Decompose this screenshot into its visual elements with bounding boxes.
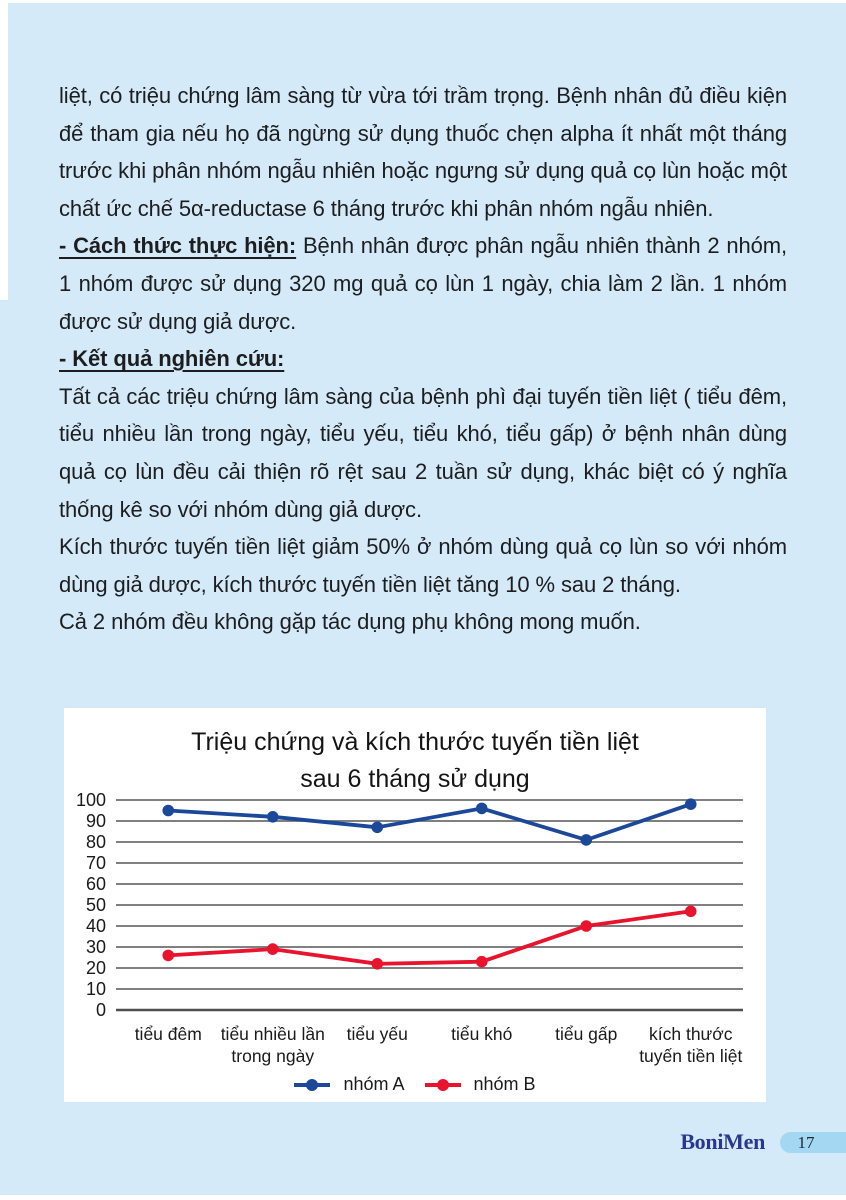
legend-item-nhom-a: [294, 1074, 404, 1095]
legend-marker-nhom-a: [294, 1083, 330, 1087]
data-point-nhóm-A: [371, 822, 383, 834]
scan-edge-top: [0, 0, 846, 3]
x-axis-label: tiểu yếu: [346, 1024, 408, 1044]
brand-logo: BoniMen: [680, 1129, 765, 1154]
y-tick-label: 40: [85, 916, 106, 936]
data-point-nhóm-B: [162, 950, 174, 962]
x-axis-label: kích thước: [649, 1024, 733, 1044]
data-point-nhóm-A: [580, 834, 592, 846]
chart-title-line1: Triệu chứng và kích thước tuyến tiền liệt: [191, 728, 639, 756]
scan-edge-left: [0, 0, 8, 300]
y-tick-label: 0: [95, 1000, 106, 1020]
x-axis-label: tuyến tiền liệt: [639, 1046, 743, 1066]
data-point-nhóm-B: [267, 943, 279, 955]
method-body: Bệnh nhân được phân ngẫu nhiên thành 2 nhóm, 1 nhóm được sử dụng 320 mg quả cọ lùn 1 ngày, chia làm 2 lần. 1 nhóm được sử dụng giả dược.: [59, 233, 787, 334]
y-tick-label: 70: [85, 853, 106, 873]
chart-legend: [64, 1074, 766, 1095]
paragraph-results-1: Tất cả các triệu chứng lâm sàng của bệnh phì đại tuyến tiền liệt ( tiểu đêm, tiểu nhiều lần trong ngày, tiểu yếu, tiểu khó, tiểu gấp) ở bệnh nhân dùng quả cọ lùn đều cải thiện rõ rệt sau 2 tuần sử dụng, khác biệt có ý nghĩa thống kê so với nhóm dùng giả dược.: [59, 383, 787, 522]
x-axis-label: tiểu gấp: [555, 1024, 618, 1044]
chart: [64, 708, 766, 1102]
y-tick-label: 20: [85, 958, 106, 978]
line-plot: [64, 708, 766, 1102]
data-point-nhóm-A: [162, 805, 174, 817]
y-tick-label: 60: [85, 874, 106, 894]
scan-edge-bottom: [0, 1195, 846, 1200]
x-axis-label: tiểu đêm: [134, 1024, 202, 1044]
legend-dot-nhom-b: [437, 1079, 449, 1091]
data-point-nhóm-B: [580, 920, 592, 932]
paragraph-results-2: Kích thước tuyến tiền liệt giảm 50% ở nhóm dùng quả cọ lùn so với nhóm dùng giả dược, kích thước tuyến tiền liệt tăng 10 % sau 2 tháng.: [59, 534, 787, 597]
paragraph-results-heading: [59, 340, 787, 378]
legend-marker-nhom-b: [425, 1083, 461, 1087]
page-number: 17: [797, 1132, 815, 1152]
page-number-badge: [780, 1132, 846, 1153]
paragraph-results-3: Cả 2 nhóm đều không gặp tác dụng phụ không mong muốn.: [59, 609, 641, 635]
y-tick-label: 50: [85, 895, 106, 915]
legend-label-nhom-b: nhóm B: [473, 1074, 536, 1094]
legend-item-nhom-b: [425, 1074, 536, 1095]
data-point-nhóm-A: [685, 798, 697, 810]
chart-title-line2: sau 6 tháng sử dụng: [300, 765, 530, 793]
data-point-nhóm-B: [371, 958, 383, 970]
legend-label-nhom-a: nhóm A: [343, 1074, 405, 1094]
data-point-nhóm-A: [267, 811, 279, 823]
y-tick-label: 100: [75, 790, 106, 810]
y-tick-label: 30: [85, 937, 106, 957]
method-heading: - Cách thức thực hiện:: [59, 233, 297, 259]
data-point-nhóm-B: [685, 906, 697, 918]
x-axis-label: tiểu nhiều lần: [220, 1024, 325, 1044]
data-point-nhóm-A: [476, 803, 488, 815]
series-line-nhóm-B: [168, 911, 691, 964]
paragraph-study-criteria: liệt, có triệu chứng lâm sàng từ vừa tới trầm trọng. Bệnh nhân đủ điều kiện để tham gia nếu họ đã ngừng sử dụng thuốc chẹn alpha ít nhất một tháng trước khi phân nhóm ngẫu nhiên hoặc ngưng sử dụng quả cọ lùn hoặc một chất ức chế 5α-reductase 6 tháng trước khi phân nhóm ngẫu nhiên.: [59, 83, 787, 221]
data-point-nhóm-B: [476, 956, 488, 968]
paragraph-method: [59, 227, 787, 340]
y-tick-label: 10: [85, 979, 106, 999]
series-line-nhóm-A: [168, 804, 691, 840]
y-tick-label: 80: [85, 832, 106, 852]
body-text: [59, 77, 787, 641]
legend-dot-nhom-a: [306, 1079, 318, 1091]
results-heading: - Kết quả nghiên cứu:: [59, 346, 285, 372]
y-tick-label: 90: [85, 811, 106, 831]
x-axis-label: trong ngày: [231, 1046, 315, 1066]
x-axis-label: tiểu khó: [451, 1024, 513, 1044]
